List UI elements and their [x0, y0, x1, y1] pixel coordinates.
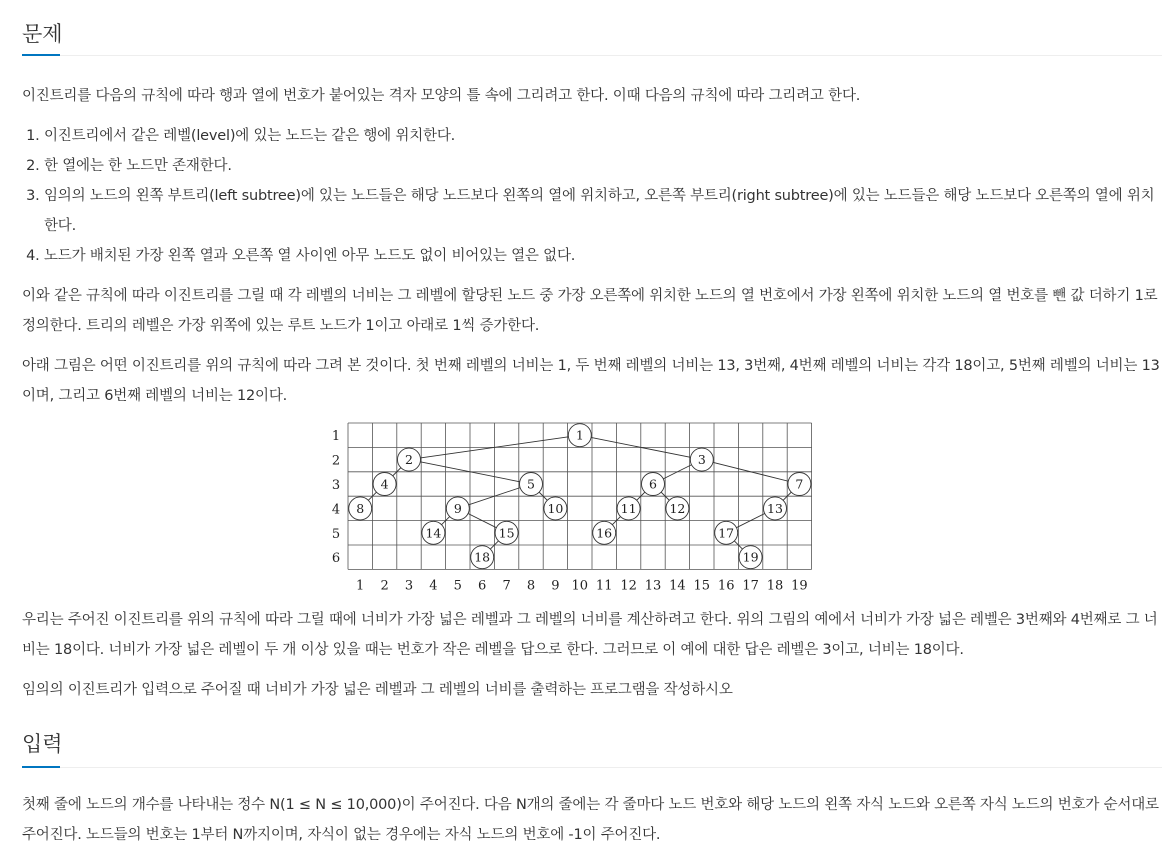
column-label: 14	[669, 578, 686, 594]
tree-node-label: 17	[718, 525, 735, 541]
column-label: 12	[620, 578, 637, 594]
tree-node-label: 12	[669, 500, 686, 516]
tree-node-label: 15	[498, 525, 515, 541]
column-label: 17	[742, 578, 759, 594]
rules-list	[22, 121, 1162, 271]
row-label: 1	[331, 429, 341, 445]
problem-page-lower	[22, 605, 1162, 850]
column-label: 8	[526, 578, 536, 594]
row-label: 3	[331, 478, 341, 493]
column-label: 18	[766, 578, 784, 594]
tree-node-label: 19	[742, 549, 759, 565]
task-statement: 임의의 이진트리가 입력으로 주어질 때 너비가 가장 넓은 레벨과 그 레벨의 너비를 출력하는 프로그램을 작성하시오	[22, 682, 733, 698]
rule-item: 3. 임의의 노드의 왼쪽 부트리(left subtree)에 있는 노드들은 해당 노드보다 왼쪽의 열에 위치하고, 오른쪽 부트리(right subtree)에 있는 노드들은 해당 노드보다 오른쪽의 열에 위치한다.	[44, 181, 1162, 241]
column-label: 6	[478, 578, 487, 594]
tree-node-label: 16	[596, 525, 613, 541]
column-label: 4	[429, 578, 438, 594]
column-label: 9	[551, 578, 560, 594]
column-label: 16	[717, 578, 735, 594]
figure-description: 아래 그림은 어떤 이진트리를 위의 규칙에 따라 그려 본 것이다. 첫 번째 레벨의 너비는 1, 두 번째 레벨의 너비는 13, 3번째, 4번째 레벨의 너비는 각각 18이고, 5번째 레벨의 너비는 13이며, 그리고 6번째 레벨의 너비는 12이다.	[22, 358, 1160, 404]
row-label: 5	[331, 526, 341, 542]
problem-section-header	[22, 0, 1162, 56]
tree-node-label: 1	[575, 427, 584, 443]
input-heading: 입력	[22, 732, 63, 756]
tree-node-label: 18	[474, 549, 491, 565]
problem-page	[22, 0, 1162, 411]
column-label: 5	[453, 578, 462, 594]
column-label: 13	[644, 578, 662, 594]
column-label: 2	[380, 578, 389, 594]
column-label: 15	[693, 578, 711, 594]
tree-node-label: 3	[697, 452, 706, 468]
tree-grid-svg	[0, 420, 1140, 595]
heading-underline	[22, 766, 60, 768]
tree-node-label: 7	[795, 476, 804, 492]
tree-node-label: 11	[620, 500, 637, 516]
rule-item: 4. 노드가 배치된 가장 왼쪽 열과 오른쪽 열 사이엔 아무 노드도 없이 비어있는 열은 없다.	[44, 241, 1162, 271]
column-label: 7	[502, 578, 511, 594]
row-label: 6	[331, 551, 341, 567]
tree-node-label: 8	[356, 500, 365, 516]
heading-underline	[22, 54, 60, 56]
column-label: 3	[404, 578, 414, 594]
width-definition: 이와 같은 규칙에 따라 이진트리를 그릴 때 각 레벨의 너비는 그 레벨에 할당된 노드 중 가장 오른쪽에 위치한 노드의 열 번호에서 가장 왼쪽에 위치한 노드의 열 번호를 뺀 값 더하기 1로 정의한다. 트리의 레벨은 가장 위쪽에 있는 루트 노드가 1이고 아래로 1씩 증가한다.	[22, 288, 1158, 334]
input-description: 첫째 줄에 노드의 개수를 나타내는 정수 N(1 ≤ N ≤ 10,000)이 주어진다. 다음 N개의 줄에는 각 줄마다 노드 번호와 해당 노드의 왼쪽 자식 노드와 오른쪽 자식 노드의 번호가 순서대로 주어진다. 노드들의 번호는 1부터 N까지이며, 자식이 없는 경우에는 자식 노드의 번호에 -1이 주어진다.	[22, 797, 1159, 843]
tree-node-label: 10	[547, 500, 564, 516]
answer-explanation: 우리는 주어진 이진트리를 위의 규칙에 따라 그릴 때에 너비가 가장 넓은 레벨과 그 레벨의 너비를 계산하려고 한다. 위의 그림의 예에서 너비가 가장 넓은 레벨은 3번째와 4번째로 그 너비는 18이다. 너비가 가장 넓은 레벨이 두 개 이상 있을 때는 번호가 작은 레벨을 답으로 한다. 그러므로 이 예에 대한 답은 레벨은 3이고, 너비는 18이다.	[22, 612, 1158, 658]
tree-node-label: 13	[767, 500, 783, 516]
tree-figure	[0, 420, 1140, 595]
column-label: 1	[356, 578, 365, 594]
rule-item: 1. 이진트리에서 같은 레벨(level)에 있는 노드는 같은 행에 위치한다.	[44, 121, 1162, 151]
column-label: 11	[595, 578, 613, 594]
tree-node-label: 4	[380, 476, 389, 492]
row-label: 2	[331, 453, 341, 469]
tree-node-label: 6	[649, 476, 657, 492]
column-label: 19	[791, 578, 808, 594]
rule-item: 2. 한 열에는 한 노드만 존재한다.	[44, 151, 1162, 181]
tree-node-label: 14	[425, 525, 442, 541]
tree-node-label: 9	[453, 500, 462, 516]
problem-heading: 문제	[22, 22, 63, 46]
problem-intro: 이진트리를 다음의 규칙에 따라 행과 열에 번호가 붙어있는 격자 모양의 틀 속에 그리려고 한다. 이때 다음의 규칙에 따라 그리려고 한다.	[22, 88, 861, 104]
tree-node-label: 2	[405, 452, 413, 468]
input-section-header	[22, 710, 1162, 768]
tree-node-label: 5	[527, 476, 535, 492]
row-label: 4	[331, 502, 341, 518]
column-label: 10	[571, 578, 589, 594]
